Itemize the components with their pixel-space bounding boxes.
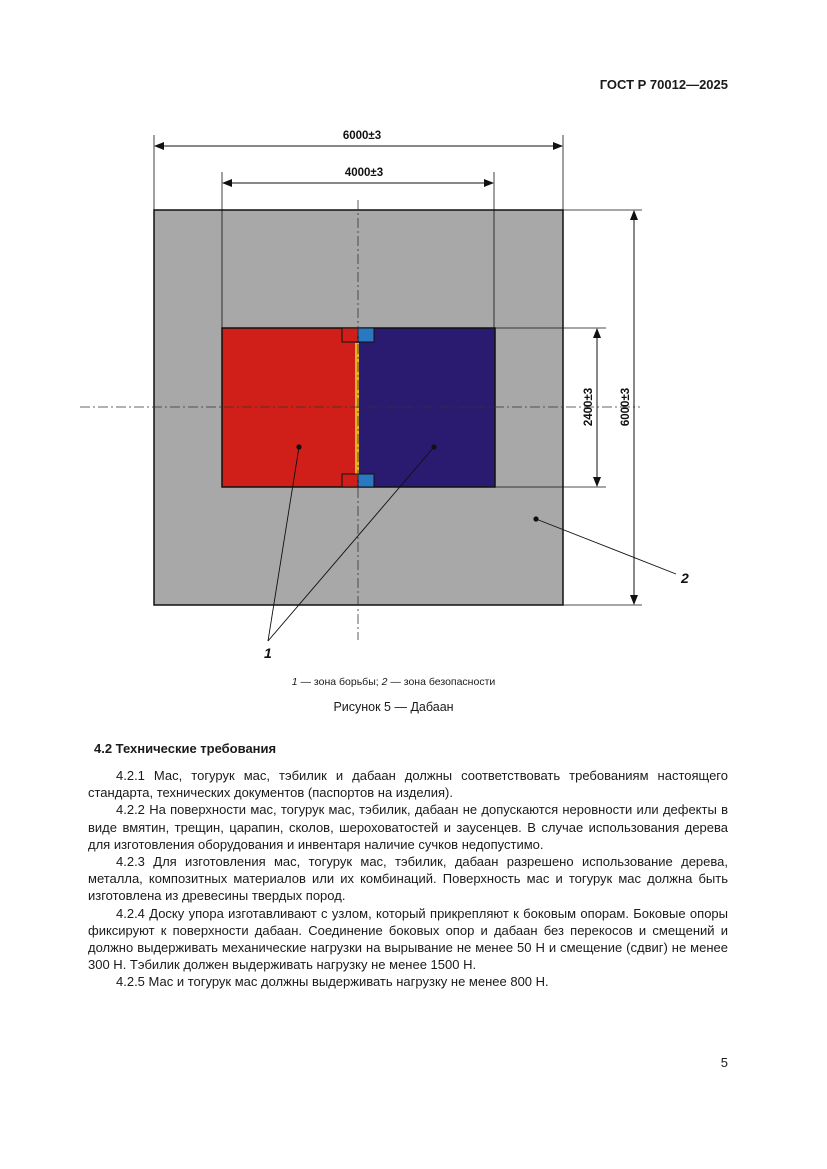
dim-label-inner-height: 2400±3 bbox=[583, 387, 595, 427]
legend-text: — зона борьбы; bbox=[297, 676, 382, 688]
paragraph: 4.2.3 Для изготовления мас, тогурук мас, тэбилик, дабаан разрешено использование дерева, металла, композитных материалов или их комбинаций. Поверхность мас и тогурук мас должна быть изготовлена из древесины твердых пород. bbox=[88, 854, 728, 904]
legend-number: 2 bbox=[381, 676, 388, 688]
support-bottom-red bbox=[342, 474, 358, 487]
paragraph: 4.2.1 Мас, тогурук мас, тэбилик и дабаан должны соответствовать требованиям настоящего стандарта, технических документов (паспортов на изделия). bbox=[88, 768, 728, 801]
figure-legend bbox=[0, 676, 787, 688]
support-top-blue bbox=[358, 328, 374, 342]
paragraph: 4.2.2 На поверхности мас, тогурук мас, тэбилик, дабаан не допускаются неровности или дефекты в виде вмятин, трещин, царапин, сколов, шероховатостей и заусенцев. В случае использования дерева для изготовления оборудования и инвентаря наличие сучков недопустимо. bbox=[88, 802, 728, 852]
legend-number: 1 bbox=[291, 676, 298, 688]
document-header: ГОСТ Р 70012—2025 bbox=[599, 77, 728, 92]
support-bottom-blue bbox=[358, 474, 374, 487]
dim-label-outer-width: 6000±3 bbox=[342, 130, 382, 142]
dim-label-outer-height: 6000±3 bbox=[620, 387, 632, 427]
dim-label-inner-width: 4000±3 bbox=[344, 167, 384, 179]
section-heading: 4.2 Технические требования bbox=[94, 741, 277, 756]
page-number: 5 bbox=[720, 1055, 728, 1070]
paragraph: 4.2.4 Доску упора изготавливают с узлом, который прикрепляют к боковым опорам. Боковые опоры фиксируют к поверхности дабаан. Соединение боковых опор и дабаан без перекосов и смещений и должно выдерживать механические нагрузки на вырывание не менее 50 Н и смещение (сдвиг) не менее 300 Н. Тэбилик должен выдерживать нагрузку не менее 1500 Н. bbox=[88, 905, 728, 973]
legend-text: — зона безопасности bbox=[387, 676, 496, 688]
callout-1: 1 bbox=[264, 645, 272, 661]
support-top-red bbox=[342, 328, 358, 342]
callout-2: 2 bbox=[681, 570, 689, 586]
fight-zone-blue-half bbox=[358, 328, 495, 487]
figure-caption: Рисунок 5 — Дабаан bbox=[333, 700, 454, 714]
body-text bbox=[88, 767, 728, 991]
paragraph: 4.2.5 Мас и тогурук мас должны выдерживать нагрузку не менее 800 Н. bbox=[116, 974, 549, 990]
fight-zone-red-half bbox=[222, 328, 358, 487]
